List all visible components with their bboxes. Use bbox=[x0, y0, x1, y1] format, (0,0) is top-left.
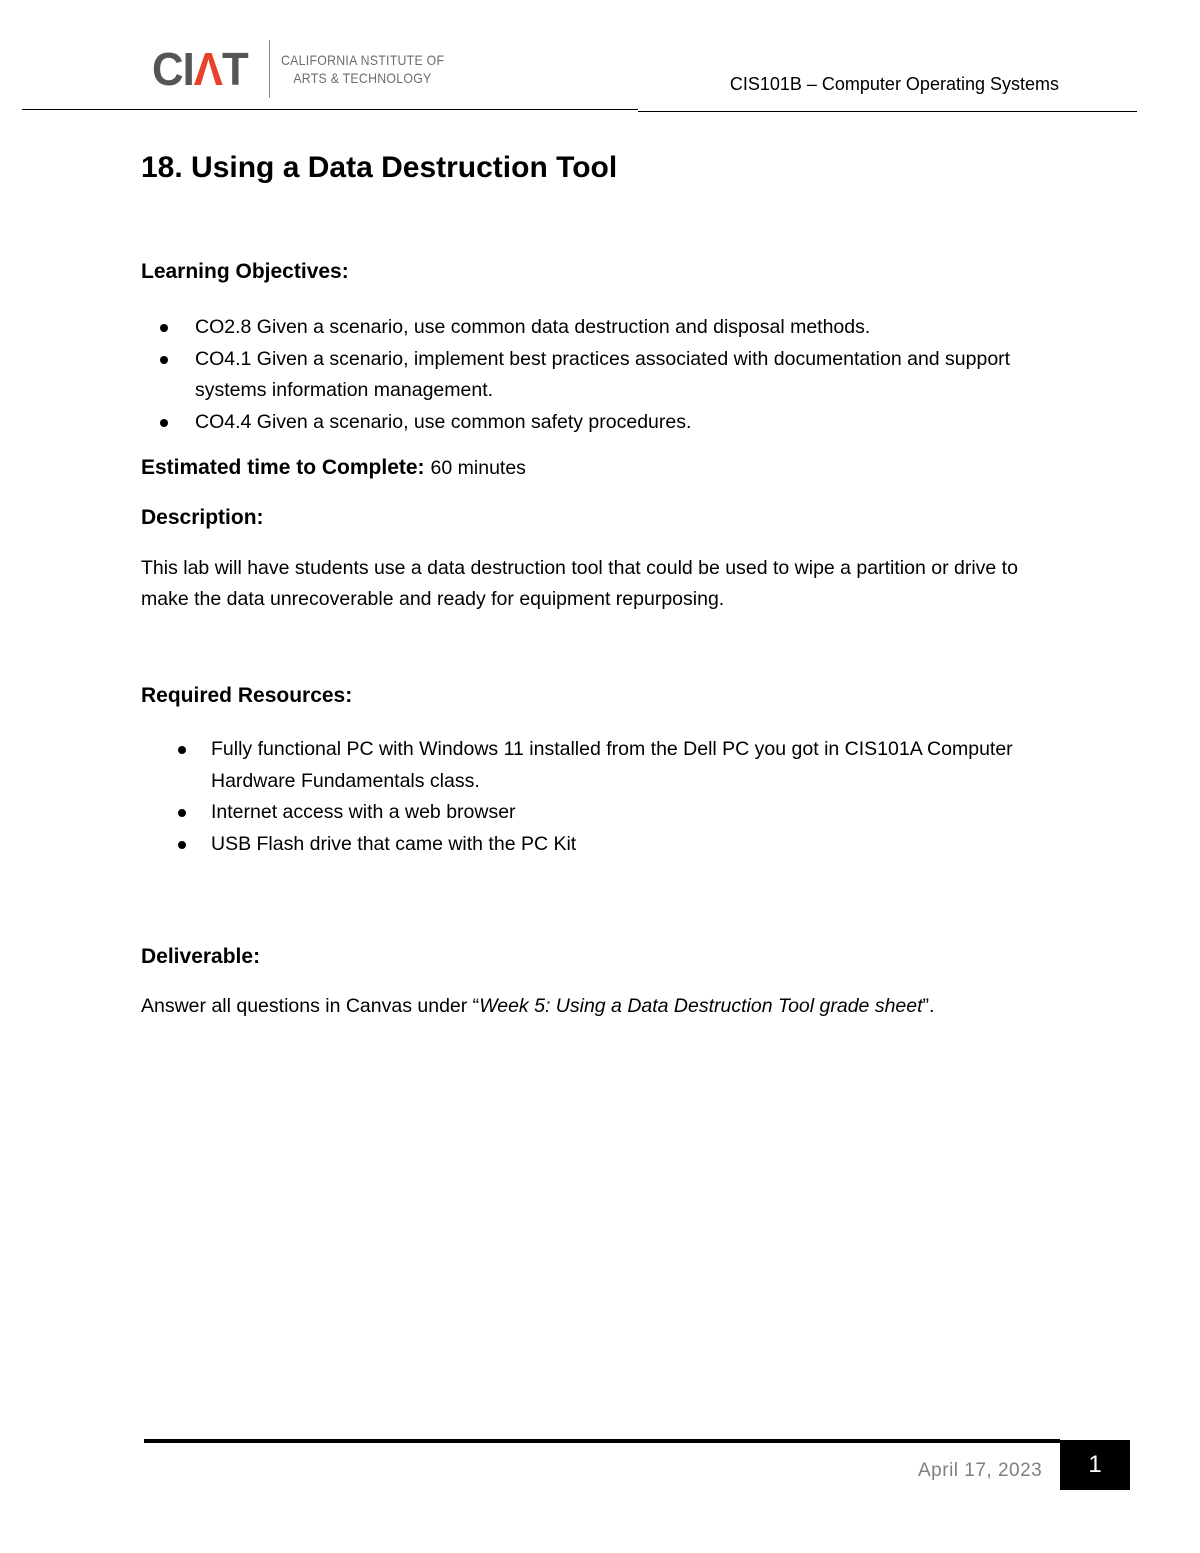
header-divider-right bbox=[638, 111, 1137, 112]
ciat-logo bbox=[152, 40, 466, 98]
deliverable-grade-sheet-title: Week 5: Using a Data Destruction Tool grade sheet bbox=[479, 995, 923, 1017]
deliverable-text: Answer all questions in Canvas under “Week 5: Using a Data Destruction Tool grade sheet”. bbox=[141, 995, 935, 1017]
list-item: CO4.4 Given a scenario, use common safety procedures. bbox=[141, 407, 1021, 439]
footer-date: April 17, 2023 bbox=[918, 1460, 1043, 1481]
header-divider-left bbox=[22, 109, 638, 110]
logo-divider bbox=[269, 40, 270, 98]
description-text: This lab will have students use a data destruction tool that could be used to wipe a partition or drive to make the data unrecoverable and ready for equipment repurposing. bbox=[141, 557, 1018, 610]
list-item: Fully functional PC with Windows 11 installed from the Dell PC you got in CIS101A Computer Hardware Fundamentals class. bbox=[141, 734, 1021, 797]
logo-text bbox=[281, 51, 444, 87]
logo-line-1: CALIFORNIA NSTITUTE OF bbox=[280, 52, 445, 68]
required-resources-heading: Required Resources: bbox=[141, 684, 353, 707]
list-item: CO2.8 Given a scenario, use common data destruction and disposal methods. bbox=[141, 312, 1021, 344]
list-item: USB Flash drive that came with the PC Kit bbox=[141, 829, 1021, 861]
document-body bbox=[141, 148, 1021, 1022]
learning-objectives-heading: Learning Objectives: bbox=[141, 260, 349, 283]
learning-objectives-list bbox=[141, 312, 1021, 438]
estimated-time bbox=[141, 454, 1021, 482]
course-header: CIS101B – Computer Operating Systems bbox=[729, 74, 1059, 94]
estimated-time-value: 60 minutes bbox=[430, 457, 526, 479]
list-item: Internet access with a web browser bbox=[141, 797, 1021, 829]
logo-mark: CIΛT bbox=[152, 43, 248, 95]
estimated-time-label: Estimated time to Complete: bbox=[141, 456, 425, 479]
description-heading: Description: bbox=[141, 506, 264, 529]
logo-line-2: ARTS & TECHNOLOGY bbox=[293, 70, 432, 86]
list-item: CO4.1 Given a scenario, implement best practices associated with documentation and support systems information management. bbox=[141, 344, 1021, 407]
deliverable-heading: Deliverable: bbox=[141, 945, 261, 968]
footer-divider bbox=[144, 1439, 1060, 1443]
required-resources-list bbox=[141, 734, 1021, 860]
document-title: 18. Using a Data Destruction Tool bbox=[141, 151, 618, 184]
page-number: 1 bbox=[1060, 1440, 1130, 1490]
